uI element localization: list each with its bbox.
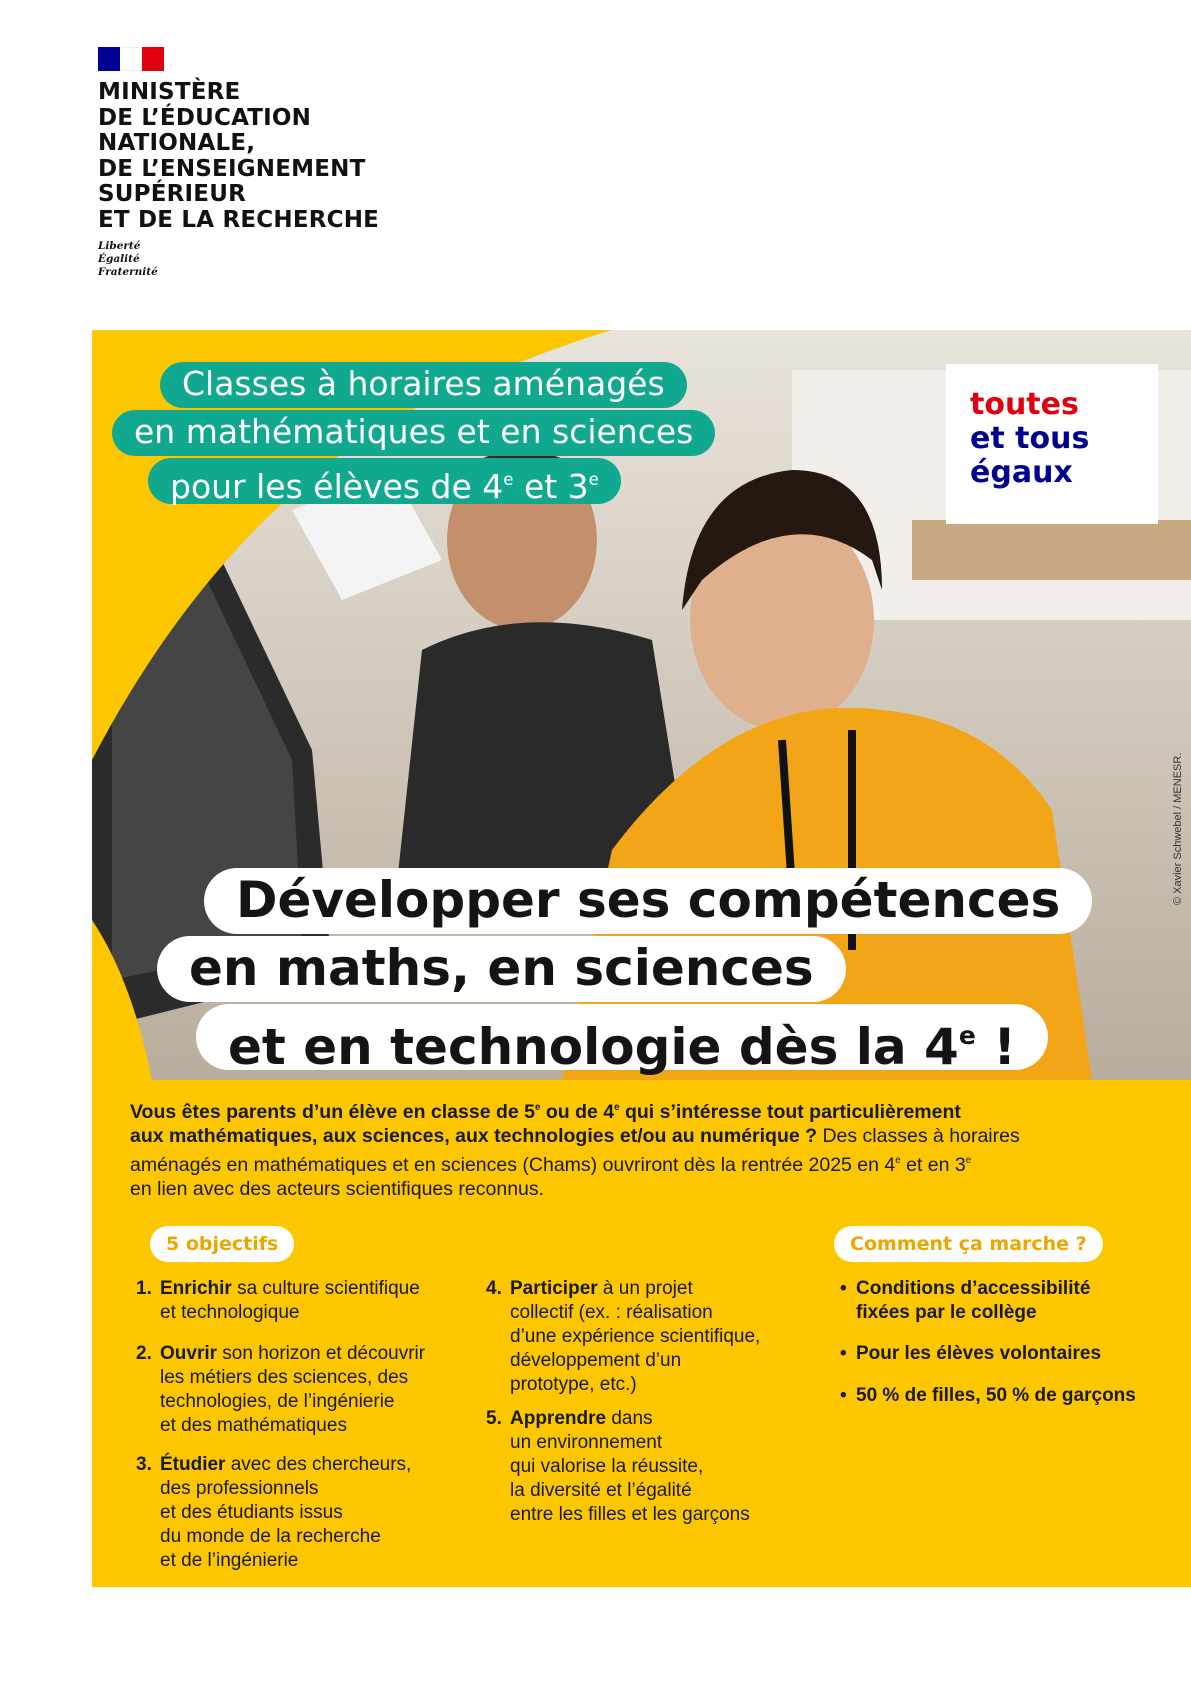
how-item-text <box>856 1384 1136 1408</box>
objective-line: du monde de la recherche <box>160 1526 381 1547</box>
intro-text: et en 3 <box>900 1153 966 1176</box>
how-item-text <box>856 1277 1090 1325</box>
superscript: e <box>503 470 514 489</box>
photo-credit: © Xavier Schwebel / MENESR. <box>1172 752 1184 905</box>
objective-line: les métiers des sciences, des <box>160 1367 409 1388</box>
header-line-2: en mathématiques et en sciences <box>112 410 715 456</box>
header-line-3-text: et 3 <box>513 467 589 507</box>
superscript: e <box>614 1102 620 1113</box>
objective-line: et des mathématiques <box>160 1415 347 1436</box>
intro-line <box>130 1096 1130 1124</box>
ministry-line: DE L’ÉDUCATION <box>98 104 312 131</box>
objective-line-text: son horizon et découvrir <box>217 1343 426 1364</box>
objective-keyword: Ouvrir <box>160 1343 218 1364</box>
superscript: e <box>965 1154 972 1166</box>
objective-line: technologies, de l’ingénierie <box>160 1391 395 1412</box>
objective-line-text: dans <box>606 1408 653 1429</box>
badge-line: et tous <box>970 421 1090 456</box>
ministry-line: NATIONALE, <box>98 130 256 156</box>
ministry-name <box>98 80 379 233</box>
ministry-line: SUPÉRIEUR <box>98 181 246 207</box>
objective-line <box>510 1407 750 1431</box>
headline-line-3-text: ! <box>975 1018 1016 1076</box>
objective-line: et des étudiants issus <box>160 1502 343 1523</box>
ministry-line: MINISTÈRE <box>98 79 241 105</box>
intro-text: Des classes à horaires <box>817 1125 1020 1148</box>
objective-keyword: Apprendre <box>510 1408 607 1429</box>
objectives-tag: 5 objectifs <box>150 1226 294 1262</box>
yellow-curve-bottom <box>92 920 152 1080</box>
objective-line-text: à un projet <box>597 1278 693 1299</box>
objective-keyword: Participer <box>510 1278 598 1299</box>
objective-line: et technologique <box>160 1302 300 1323</box>
intro-line: en lien avec des acteurs scientifiques reconnus. <box>130 1178 545 1201</box>
objective-text <box>160 1277 420 1325</box>
objective-item <box>486 1277 826 1401</box>
superscript: e <box>895 1154 901 1166</box>
objective-number: 3. <box>136 1454 152 1475</box>
ministry-line: DE L’ENSEIGNEMENT <box>98 155 366 182</box>
header-line-3-text: pour les élèves de 4 <box>170 467 504 507</box>
intro-paragraph <box>130 1096 1130 1202</box>
badge-line: toutes <box>970 387 1079 422</box>
objective-line <box>160 1342 425 1366</box>
objective-item <box>136 1453 476 1577</box>
objective-line: des professionnels <box>160 1478 319 1499</box>
objective-item <box>486 1407 826 1531</box>
headline-line-1: Développer ses compétences <box>204 868 1092 934</box>
objective-line: d’une expérience scientifique, <box>510 1326 761 1347</box>
how-item <box>840 1384 1180 1410</box>
header-line-1: Classes à horaires aménagés <box>160 362 687 408</box>
intro-line <box>130 1149 1130 1177</box>
flag-blue-band <box>98 47 120 71</box>
bullet: • <box>840 1343 847 1364</box>
objective-keyword: Enrichir <box>160 1278 232 1299</box>
flag-white-band <box>120 47 142 71</box>
headline-line-2: en maths, en sciences <box>157 936 846 1002</box>
objective-line: et de l’ingénierie <box>160 1550 299 1571</box>
header-line-3 <box>148 458 621 507</box>
objective-keyword: Étudier <box>160 1454 226 1475</box>
intro-bold: ou de 4 <box>540 1100 615 1123</box>
objective-item <box>136 1342 476 1442</box>
superscript: e <box>535 1102 541 1113</box>
superscript: e <box>588 470 599 489</box>
superscript: e <box>958 1021 976 1050</box>
objective-line <box>160 1453 411 1477</box>
objective-item <box>136 1277 476 1337</box>
objective-text <box>160 1453 411 1573</box>
how-item <box>840 1342 1160 1368</box>
how-line: Pour les élèves volontaires <box>856 1343 1102 1364</box>
objective-text <box>160 1342 425 1438</box>
objective-line: la diversité et l’égalité <box>510 1480 692 1501</box>
objective-text <box>510 1407 750 1527</box>
headline-line-3-text: et en technologie dès la 4 <box>228 1018 959 1076</box>
intro-bold: Vous êtes parents d’un élève en classe de 5 <box>130 1100 535 1123</box>
motto-fraternite: Fraternité <box>98 266 158 278</box>
how-line: fixées par le collège <box>856 1302 1037 1323</box>
ministry-line: ET DE LA RECHERCHE <box>98 206 380 233</box>
intro-bold: qui s’intéresse tout particulièrement <box>619 1100 961 1123</box>
how-line: Conditions d’accessibilité <box>856 1278 1091 1299</box>
bullet: • <box>840 1385 847 1406</box>
objective-line: développement d’un <box>510 1350 682 1371</box>
objective-text <box>510 1277 760 1397</box>
headline-line-3 <box>196 1004 1048 1076</box>
objective-line: prototype, etc.) <box>510 1374 637 1395</box>
badge-line: égaux <box>970 455 1073 490</box>
objective-number: 5. <box>486 1408 502 1429</box>
objective-line <box>510 1277 760 1301</box>
objective-number: 4. <box>486 1278 502 1299</box>
motto-liberte: Liberté <box>98 240 141 252</box>
intro-text: aménagés en mathématiques et en sciences (Chams) ouvriront dès la rentrée 2025 en 4 <box>130 1153 896 1176</box>
objective-number: 1. <box>136 1278 152 1299</box>
how-line: 50 % de filles, 50 % de garçons <box>856 1385 1136 1406</box>
intro-line <box>130 1124 1130 1149</box>
bullet: • <box>840 1278 847 1299</box>
objective-line: collectif (ex. : réalisation <box>510 1302 713 1323</box>
how-item <box>840 1277 1160 1327</box>
objective-line: qui valorise la réussite, <box>510 1456 704 1477</box>
motto-egalite: Égalité <box>98 253 140 265</box>
republic-motto <box>98 240 158 279</box>
objective-number: 2. <box>136 1343 152 1364</box>
republique-flag-logo <box>98 47 164 71</box>
objective-line <box>160 1277 420 1301</box>
objective-line-text: sa culture scientifique <box>231 1278 420 1299</box>
objective-line-text: avec des chercheurs, <box>225 1454 412 1475</box>
intro-bold: aux mathématiques, aux sciences, aux technologies et/ou au numérique ? <box>130 1125 818 1148</box>
flag-red-band <box>142 47 164 71</box>
toutes-et-tous-egaux-badge <box>946 364 1158 524</box>
how-it-works-tag: Comment ça marche ? <box>834 1226 1103 1262</box>
objective-line: entre les filles et les garçons <box>510 1504 750 1525</box>
how-item-text <box>856 1342 1101 1366</box>
objective-line: un environnement <box>510 1432 663 1453</box>
